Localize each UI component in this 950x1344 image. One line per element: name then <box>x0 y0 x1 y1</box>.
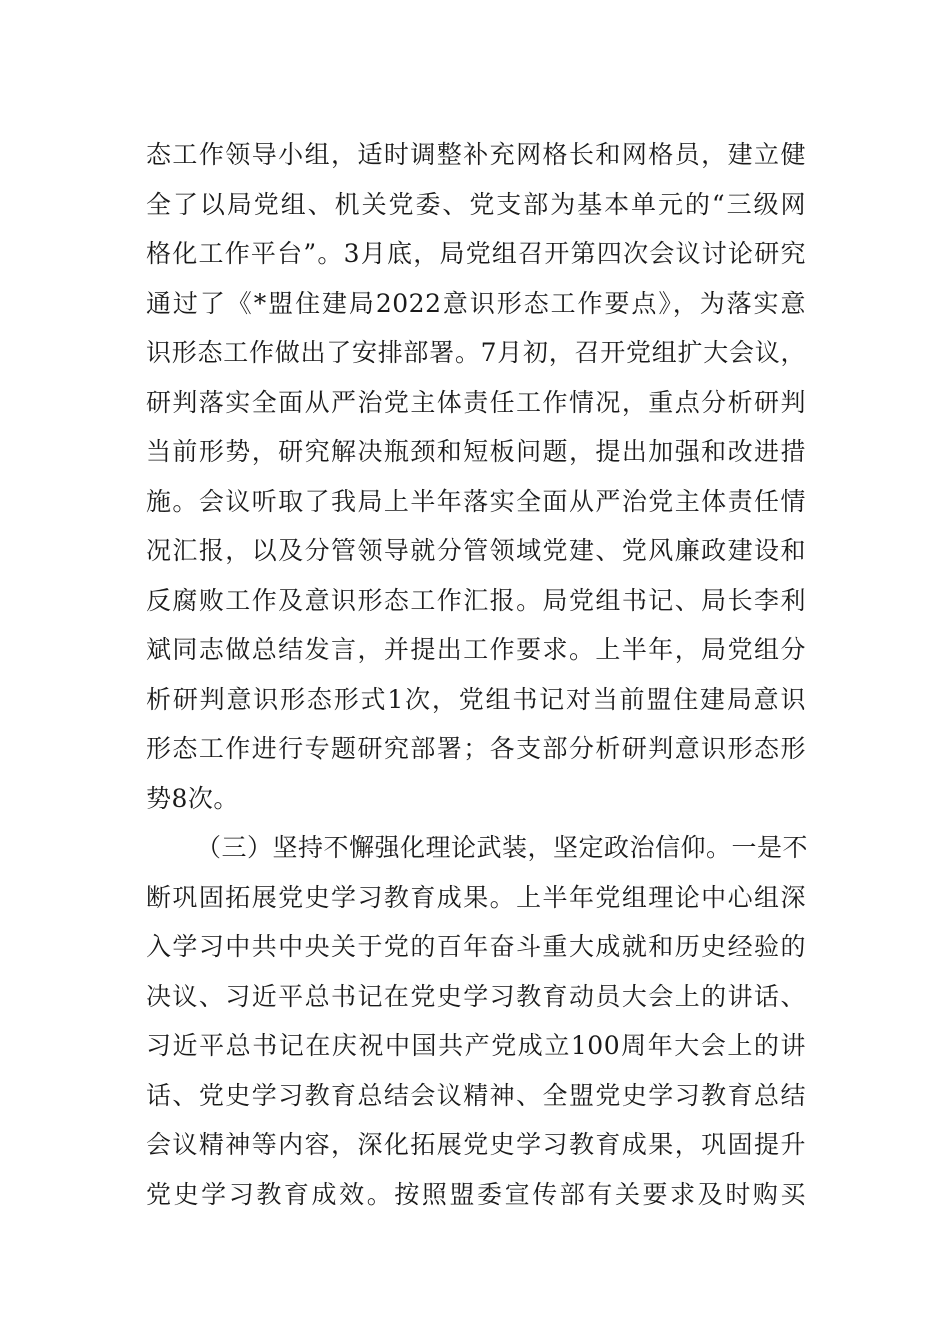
text-line: 斌同志做总结发言，并提出工作要求。上半年，局党组分 <box>146 635 806 664</box>
text-line: 态工作领导小组，适时调整补充网格长和网格员，建立健 <box>146 140 806 169</box>
text-line: 反腐败工作及意识形态工作汇报。局党组书记、局长李利 <box>146 585 806 615</box>
text-line: 通过了《*盟住建局2022意识形态工作要点》，为落实意 <box>146 288 806 318</box>
text-line: 习近平总书记在庆祝中国共产党成立100周年大会上的讲 <box>146 1031 806 1060</box>
text-line: 全了以局党组、机关党委、党支部为基本单元的“三级网 <box>146 189 806 219</box>
paragraph-2 <box>146 823 809 1219</box>
text-line: 会议精神等内容，深化拓展党史学习教育成果，巩固提升 <box>146 1130 806 1159</box>
section-heading-line: （三）坚持不懈强化理论武装，坚定政治信仰。一是不 <box>196 833 809 862</box>
text-line: 析研判意识形态形式1次，党组书记对当前盟住建局意识 <box>146 684 806 714</box>
text-line: 当前形势，研究解决瓶颈和短板问题，提出加强和改进措 <box>146 437 806 466</box>
text-line: 话、党史学习教育总结会议精神、全盟党史学习教育总结 <box>146 1080 806 1110</box>
text-line: 形态工作进行专题研究部署；各支部分析研判意识形态形 <box>146 734 806 763</box>
text-line: 入学习中共中央关于党的百年奋斗重大成就和历史经验的 <box>146 932 806 961</box>
text-line: 党史学习教育成效。按照盟委宣传部有关要求及时购买 <box>146 1179 806 1209</box>
text-line: 识形态工作做出了安排部署。7月初，召开党组扩大会议， <box>146 338 806 367</box>
text-line: 况汇报，以及分管领导就分管领域党建、党风廉政建设和 <box>146 536 806 565</box>
document-body <box>146 130 809 1219</box>
text-line: 研判落实全面从严治党主体责任工作情况，重点分析研判 <box>146 387 806 417</box>
text-line: 断巩固拓展党史学习教育成果。上半年党组理论中心组深 <box>146 882 806 912</box>
text-line: 决议、习近平总书记在党史学习教育动员大会上的讲话、 <box>146 981 806 1011</box>
text-line: 势8次。 <box>146 783 239 813</box>
text-line: 格化工作平台”。3月底，局党组召开第四次会议讨论研究 <box>146 239 806 268</box>
text-line: 施。会议听取了我局上半年落实全面从严治党主体责任情 <box>146 486 806 516</box>
paragraph-1 <box>146 130 806 823</box>
